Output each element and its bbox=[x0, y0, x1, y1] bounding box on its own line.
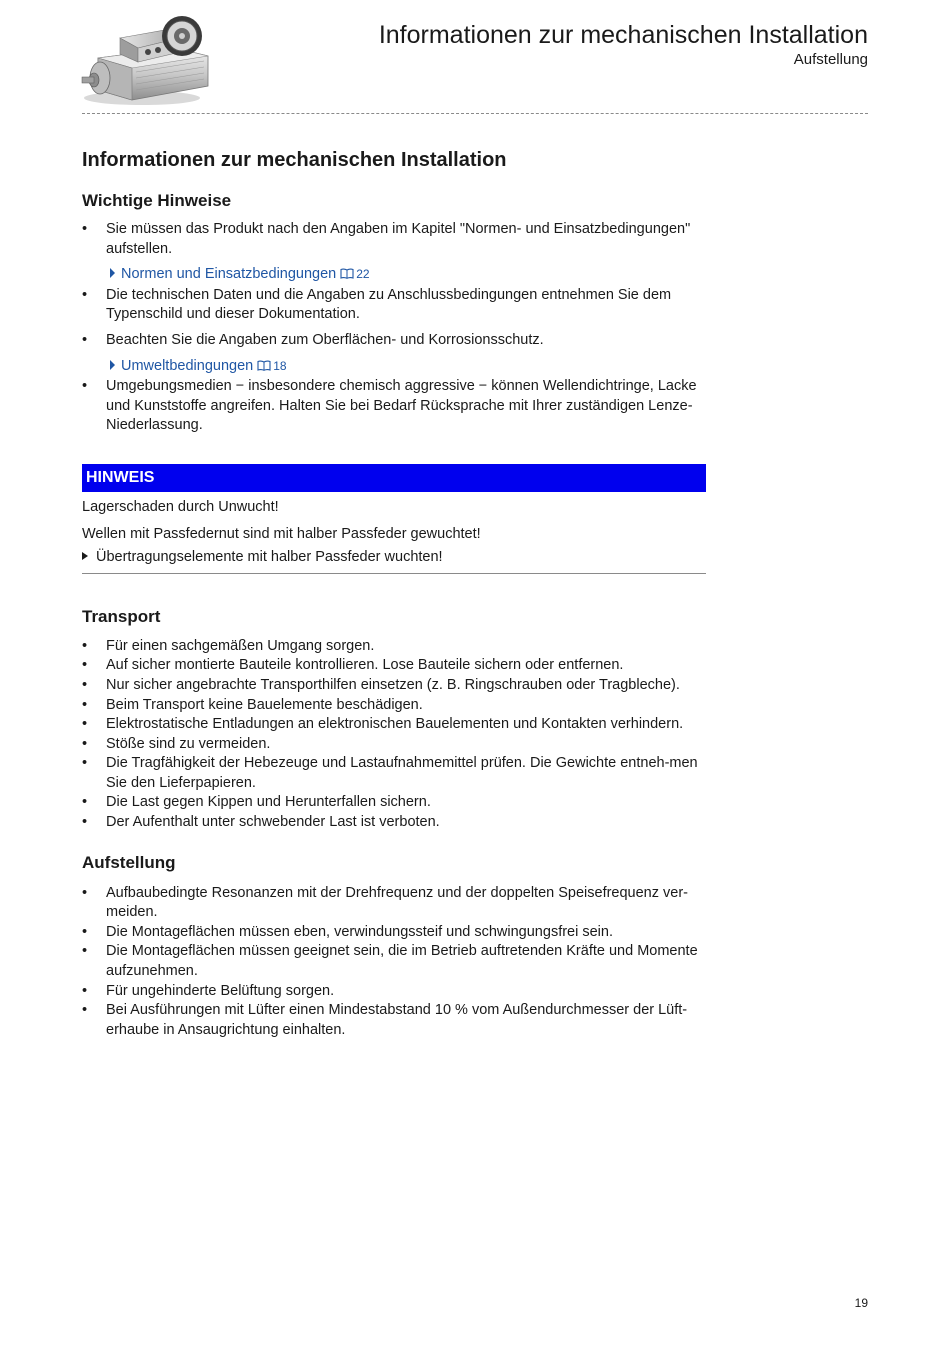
notice-hazard: Lagerschaden durch Unwucht! bbox=[82, 498, 279, 515]
triangle-right-icon bbox=[110, 360, 115, 370]
important-notes-list-2 bbox=[82, 286, 706, 351]
list-item: • Die Montageflächen müssen eben, verwindungssteif und schwingungsfrei sein. bbox=[82, 923, 706, 943]
list-item: • Umgebungsmedien − insbesondere chemisch aggressive − können Wellendichtringe, Lacke und Kunststoffe angreifen. Halten Sie bei Bedarf Rücksprache mit Ihrer zuständigen Lenze-Niederlassung. bbox=[82, 377, 706, 436]
list-item: • Beim Transport keine Bauelemente beschädigen. bbox=[82, 696, 706, 716]
notice-divider bbox=[82, 573, 706, 574]
crossref-link-umwelt[interactable] bbox=[82, 357, 706, 378]
list-item: • Die Tragfähigkeit der Hebezeuge und Lastaufnahmemittel prüfen. Die Gewichte entneh-men Sie den Lieferpapieren. bbox=[82, 754, 706, 793]
section-heading: Informationen zur mechanischen Installation bbox=[82, 149, 507, 171]
important-notes-list bbox=[82, 220, 706, 259]
notice-action-text: Übertragungselemente mit halber Passfeder wuchten! bbox=[96, 549, 443, 566]
page-number: 19 bbox=[854, 1296, 868, 1310]
notice-action bbox=[82, 548, 706, 568]
notice-box bbox=[82, 464, 706, 574]
crossref-page: 18 bbox=[273, 358, 287, 373]
list-item: • Die Montageflächen müssen geeignet sein, die im Betrieb auftretenden Kräfte und Momente aufzunehmen. bbox=[82, 942, 706, 981]
setup-section bbox=[82, 852, 706, 1041]
crossref-label: Umweltbedingungen bbox=[121, 357, 254, 374]
setup-list bbox=[82, 884, 706, 1041]
header-subtitle: Aufstellung bbox=[793, 51, 868, 68]
list-item: • Bei Ausführungen mit Lüfter einen Mindestabstand 10 % vom Außendurchmesser der Lüft-erhaube in Ansaugrichtung einhalten. bbox=[82, 1001, 706, 1040]
transport-list bbox=[82, 637, 706, 833]
list-item: • Beachten Sie die Angaben zum Oberflächen- und Korrosionsschutz. bbox=[82, 331, 706, 351]
crossref-link-normen[interactable] bbox=[82, 265, 706, 286]
important-notes-heading: Wichtige Hinweise bbox=[82, 191, 232, 210]
header-title: Informationen zur mechanischen Installation bbox=[378, 21, 868, 49]
crossref-label: Normen und Einsatzbedingungen bbox=[121, 266, 337, 283]
list-item: • Stöße sind zu vermeiden. bbox=[82, 735, 706, 755]
list-item: • Die Last gegen Kippen und Herunterfallen sichern. bbox=[82, 793, 706, 813]
header-divider bbox=[82, 113, 868, 114]
triangle-right-icon bbox=[110, 268, 115, 278]
list-item: • Für ungehinderte Belüftung sorgen. bbox=[82, 982, 706, 1002]
crossref-page: 22 bbox=[356, 267, 370, 282]
list-item: • Sie müssen das Produkt nach den Angaben im Kapitel "Normen- und Einsatzbedingungen" aufstellen. bbox=[82, 220, 706, 259]
notice-label: HINWEIS bbox=[82, 464, 706, 492]
action-arrow-icon bbox=[82, 552, 88, 560]
motor-product-image bbox=[80, 8, 215, 108]
important-notes-section bbox=[82, 190, 706, 436]
transport-heading: Transport bbox=[82, 606, 161, 626]
list-item: • Für einen sachgemäßen Umgang sorgen. bbox=[82, 637, 706, 657]
list-item: • Der Aufenthalt unter schwebender Last ist verboten. bbox=[82, 813, 706, 833]
important-notes-list-3 bbox=[82, 377, 706, 436]
list-item: • Elektrostatische Entladungen an elektronischen Bauelementen und Kontakten verhindern. bbox=[82, 715, 706, 735]
book-icon bbox=[257, 358, 271, 378]
notice-consequence: Wellen mit Passfedernut sind mit halber Passfeder gewuchtet! bbox=[82, 525, 481, 542]
page-content bbox=[82, 147, 706, 1040]
setup-heading: Aufstellung bbox=[82, 852, 176, 872]
list-item: • Aufbaubedingte Resonanzen mit der Drehfrequenz und der doppelten Speisefrequenz ver-meiden. bbox=[82, 884, 706, 923]
book-icon bbox=[340, 266, 354, 286]
list-item: • Die technischen Daten und die Angaben zu Anschlussbedingungen entnehmen Sie dem Typenschild und dieser Dokumentation. bbox=[82, 286, 706, 325]
list-item: • Nur sicher angebrachte Transporthilfen einsetzen (z. B. Ringschrauben oder Tragbleche). bbox=[82, 676, 706, 696]
transport-section bbox=[82, 606, 706, 833]
list-item: • Auf sicher montierte Bauteile kontrollieren. Lose Bauteile sichern oder entfernen. bbox=[82, 656, 706, 676]
